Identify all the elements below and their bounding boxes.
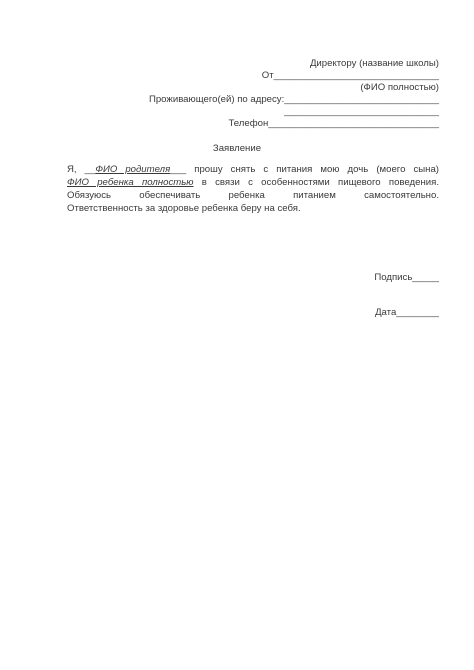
signature-line: Подпись_____: [374, 272, 439, 283]
header-from: От_______________________________: [261, 70, 439, 81]
date-line: Дата________: [375, 307, 439, 318]
child-fio-placeholder: ФИО ребенка полностью: [67, 177, 194, 188]
body-row-2-suffix: в связи с особенностями пищевого поведения.: [193, 177, 439, 188]
body-row-1: [67, 163, 439, 176]
header-fio-hint: (ФИО полностью): [360, 82, 439, 93]
body-row-1-suffix: ___ прошу снять с питания мою дочь (моего сына): [170, 164, 439, 175]
header-phone: Телефон________________________________: [228, 118, 439, 129]
statement-body: [67, 163, 439, 215]
body-row-2: [67, 176, 439, 189]
body-row-1-prefix: Я, __: [67, 164, 96, 175]
header-address-continued: _____________________________: [284, 106, 439, 117]
document-title: Заявление: [212, 143, 262, 154]
body-row-4: Ответственность за здоровье ребенка беру на себя.: [67, 203, 301, 214]
header-director: Директору (название школы): [309, 58, 439, 69]
body-row-3: Обязуюсь обеспечивать ребенка питанием самостоятельно.: [67, 190, 439, 201]
parent-fio-placeholder: ФИО родителя: [95, 164, 171, 175]
header-address: Проживающего(ей) по адресу:_____________________________: [148, 94, 439, 105]
